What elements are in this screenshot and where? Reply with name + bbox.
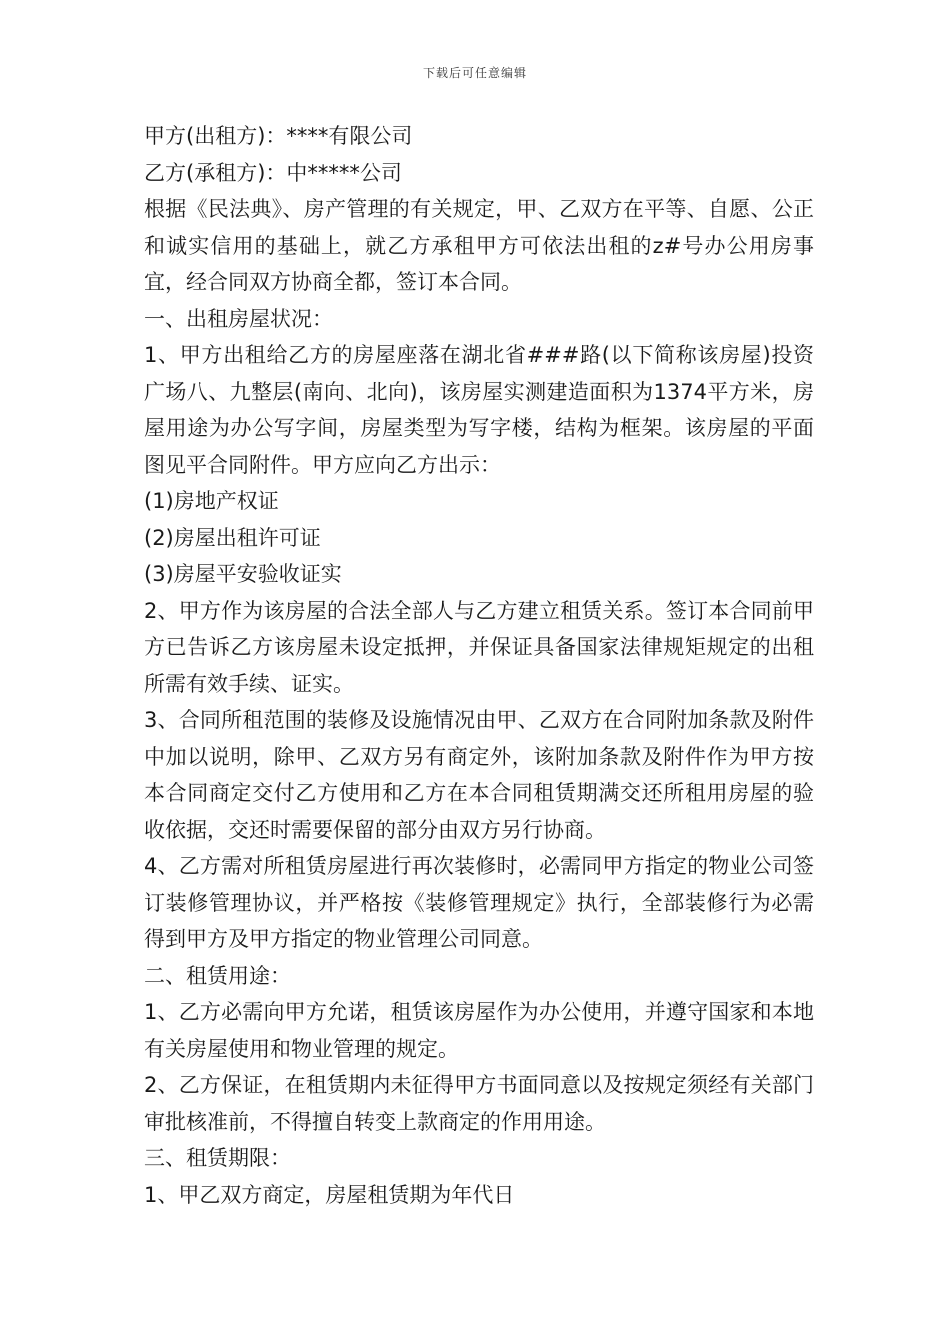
list-item-2: (2)房屋出租许可证: [144, 525, 321, 550]
section-heading-2: 二、租赁用途：: [144, 963, 291, 988]
clause-3-1: 1、甲乙双方商定，房屋租赁期为年代日: [144, 1182, 515, 1207]
party-a-line: 甲方(出租方)：****有限公司: [144, 124, 413, 148]
clause-1-1: 1、甲方出租给乙方的房屋座落在湖北省###路(以下简称该房屋)投资广场八、九整层(南向、北向)，该房屋实测建造面积为1374平方米，房屋用途为办公写字间，房屋类型为写字楼，结构为框架。该房屋的平面图见平合同附件。甲方应向乙方出示：: [144, 343, 814, 477]
section-heading-3: 三、租赁期限：: [144, 1146, 291, 1170]
document-body: [144, 118, 814, 1213]
header-note: 下载后可任意编辑: [422, 66, 527, 80]
clause-2-1: 1、乙方必需向甲方允诺，租赁该房屋作为办公使用，并遵守国家和本地有关房屋使用和物业管理的规定。: [144, 1000, 814, 1061]
clause-1-3: 3、合同所租范围的装修及设施情况由甲、乙双方在合同附加条款及附件中加以说明，除甲、乙双方另有商定外，该附加条款及附件作为甲方按本合同商定交付乙方使用和乙方在本合同租赁期满交还所租用房屋的验收依据，交还时需要保留的部分由双方另行协商。: [144, 708, 814, 842]
party-b-line: 乙方(承租方)：中*****公司: [144, 160, 402, 185]
list-item-1: (1)房地产权证: [144, 489, 279, 513]
list-item-3: (3)房屋平安验收证实: [144, 562, 342, 586]
clause-1-4: 4、乙方需对所租赁房屋进行再次装修时，必需同甲方指定的物业公司签订装修管理协议，并严格按《装修管理规定》执行，全部装修行为必需得到甲方及甲方指定的物业管理公司同意。: [144, 854, 814, 951]
section-heading-1: 一、出租房屋状况：: [144, 306, 333, 331]
clause-1-2: 2、甲方作为该房屋的合法全部人与乙方建立租赁关系。签订本合同前甲方已告诉乙方该房屋未设定抵押，并保证具备国家法律规矩规定的出租所需有效手续、证实。: [144, 598, 814, 696]
preamble-paragraph: 根据《民法典》、房产管理的有关规定，甲、乙双方在平等、自愿、公正和诚实信用的基础上，就乙方承租甲方可依法出租的z#号办公用房事宜，经合同双方协商全都，签订本合同。: [144, 197, 814, 294]
clause-2-2: 2、乙方保证，在租赁期内未征得甲方书面同意以及按规定须经有关部门审批核准前，不得擅自转变上款商定的作用用途。: [144, 1073, 814, 1134]
